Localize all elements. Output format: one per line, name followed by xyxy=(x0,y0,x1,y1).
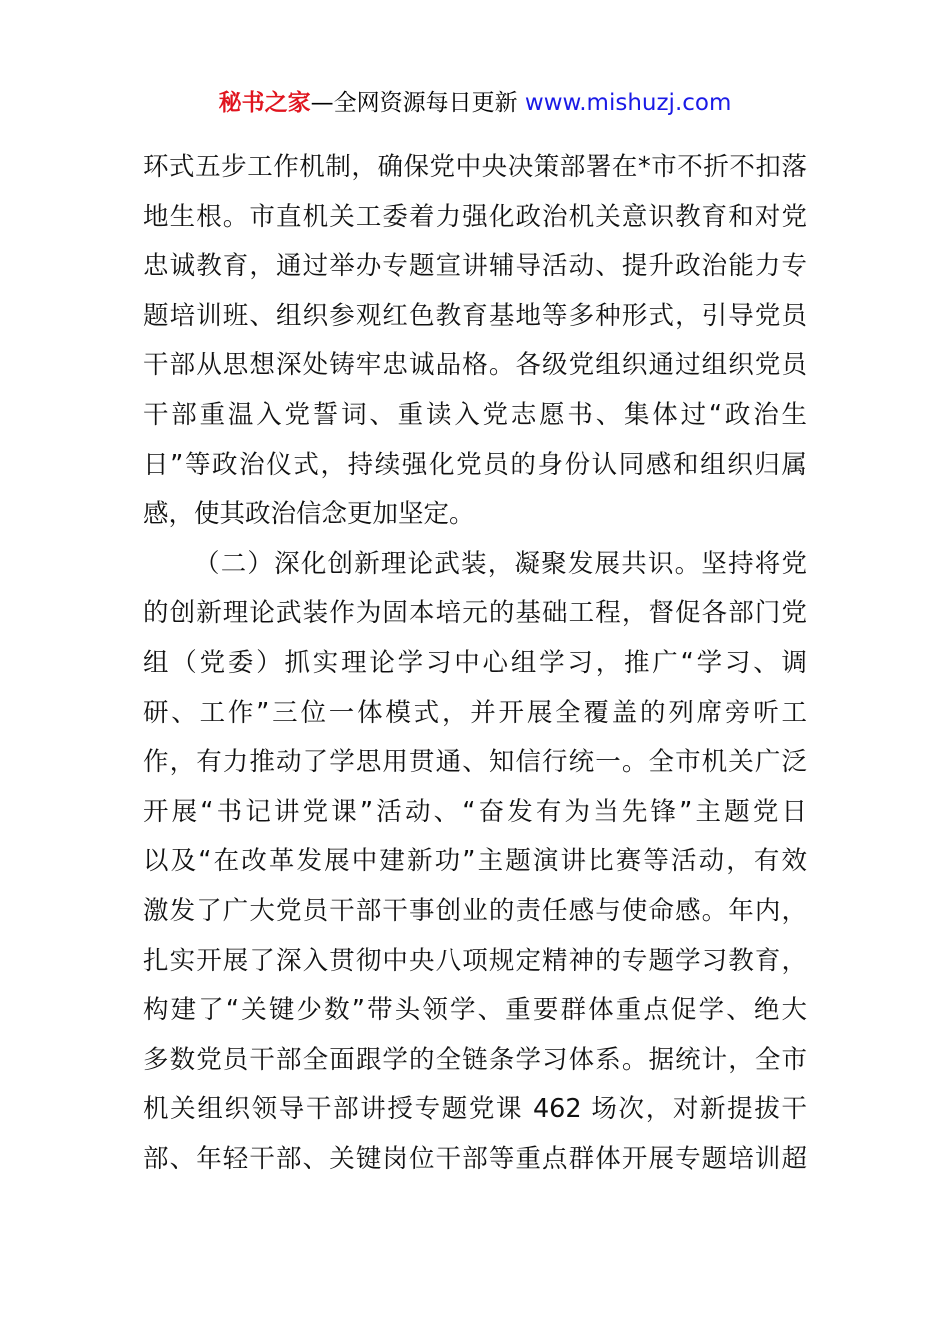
text-line: 部、年轻干部、关键岗位干部等重点群体开展专题培训超 xyxy=(143,1143,807,1174)
text-line: 以及“在改革发展中建新功”主题演讲比赛等活动，有效 xyxy=(143,846,807,877)
text-line: 开展“书记讲党课”活动、“奋发有为当先锋”主题党日 xyxy=(143,796,807,827)
text-line: 地生根。市直机关工委着力强化政治机关意识教育和对党 xyxy=(143,201,807,232)
text-line: 机关组织领导干部讲授专题党课 462 场次，对新提拔干 xyxy=(143,1094,807,1125)
text-line: 研、工作”三位一体模式，并开展全覆盖的列席旁听工 xyxy=(143,697,807,728)
text-line: 忠诚教育，通过举办专题宣讲辅导活动、提升政治能力专 xyxy=(143,251,807,282)
text-line: 扎实开展了深入贯彻中央八项规定精神的专题学习教育， xyxy=(143,945,807,976)
section-heading-line: （二）深化创新理论武装，凝聚发展共识。坚持将党 xyxy=(194,548,807,579)
text-line: 感，使其政治信念更加坚定。 xyxy=(143,499,475,530)
text-line: 多数党员干部全面跟学的全链条学习体系。据统计，全市 xyxy=(143,1044,807,1075)
text-line: 干部重温入党誓词、重读入党志愿书、集体过“政治生 xyxy=(143,399,807,430)
site-url-link[interactable]: www.mishuzj.com xyxy=(524,90,732,116)
text-line: 的创新理论武装作为固本培元的基础工程，督促各部门党 xyxy=(143,598,807,629)
page-header xyxy=(0,86,950,120)
site-tagline: —全网资源每日更新 xyxy=(310,90,525,116)
text-line: 日”等政治仪式，持续强化党员的身份认同感和组织归属 xyxy=(143,449,807,480)
text-line: 组（党委）抓实理论学习中心组学习，推广“学习、调 xyxy=(143,647,807,678)
text-line: 环式五步工作机制，确保党中央决策部署在*市不折不扣落 xyxy=(143,152,807,182)
text-line: 作，有力推动了学思用贯通、知信行统一。全市机关广泛 xyxy=(143,747,807,778)
text-line: 题培训班、组织参观红色教育基地等多种形式，引导党员 xyxy=(143,300,807,331)
document-body xyxy=(143,143,807,1184)
text-line: 激发了广大党员干部干事创业的责任感与使命感。年内， xyxy=(143,895,807,926)
text-line: 构建了“关键少数”带头领学、重要群体重点促学、绝大 xyxy=(143,995,807,1026)
text-line: 干部从思想深处铸牢忠诚品格。各级党组织通过组织党员 xyxy=(143,350,807,381)
site-brand: 秘书之家 xyxy=(218,90,311,116)
